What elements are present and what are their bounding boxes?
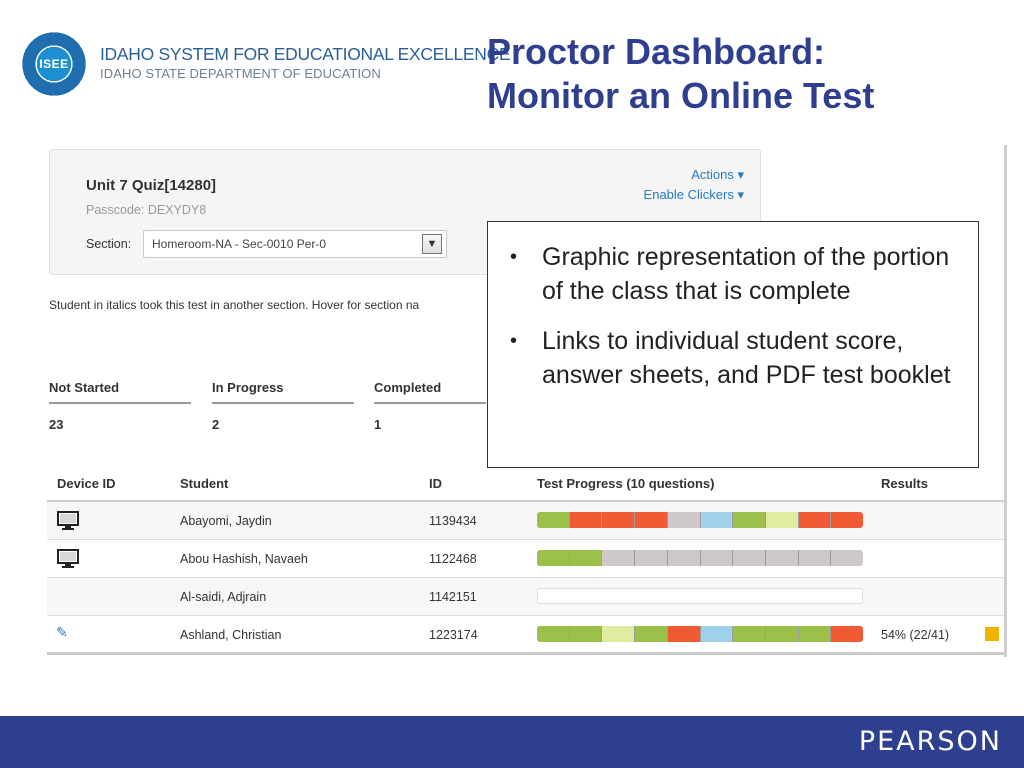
student-name-link[interactable]: Ashland, Christian bbox=[180, 628, 282, 642]
student-name-link[interactable]: Abayomi, Jaydin bbox=[180, 514, 272, 528]
org-subtitle: IDAHO STATE DEPARTMENT OF EDUCATION bbox=[100, 66, 381, 81]
progress-bar[interactable] bbox=[537, 550, 863, 566]
result-status-badge bbox=[985, 627, 999, 641]
slide-title bbox=[487, 30, 1017, 118]
callout-bullet bbox=[504, 240, 964, 308]
student-id: 1223174 bbox=[429, 628, 478, 642]
quiz-name: Unit 7 Quiz[14280] bbox=[86, 177, 217, 194]
callout-bullet bbox=[504, 324, 964, 392]
column-header-student: Student bbox=[180, 476, 229, 491]
question-progress-segment[interactable] bbox=[766, 626, 799, 642]
stat-completed-value[interactable]: 1 bbox=[374, 417, 382, 432]
column-header-progress: Test Progress (10 questions) bbox=[537, 476, 715, 491]
pearson-logo: PEARSON bbox=[858, 726, 1002, 757]
stat-divider bbox=[49, 402, 191, 404]
question-progress-segment[interactable] bbox=[701, 550, 734, 566]
student-name-link[interactable]: Al-saidi, Adjrain bbox=[180, 590, 267, 604]
question-progress-segment[interactable] bbox=[701, 626, 734, 642]
table-row[interactable] bbox=[47, 616, 1007, 654]
computer-icon bbox=[57, 549, 79, 569]
table-row[interactable] bbox=[47, 502, 1007, 540]
question-progress-segment[interactable] bbox=[635, 550, 668, 566]
student-name-link[interactable]: Abou Hashish, Navaeh bbox=[180, 552, 308, 566]
bullet-dot-icon: • bbox=[510, 246, 518, 268]
seal-text: ISEE bbox=[39, 57, 69, 71]
question-progress-segment[interactable] bbox=[701, 512, 734, 528]
stat-in-progress-label: In Progress bbox=[212, 380, 284, 395]
question-progress-segment[interactable] bbox=[602, 550, 635, 566]
question-progress-segment[interactable] bbox=[799, 626, 832, 642]
org-name: IDAHO SYSTEM FOR EDUCATIONAL EXCELLENCE bbox=[100, 44, 511, 64]
question-progress-segment[interactable] bbox=[799, 550, 832, 566]
stat-completed-label: Completed bbox=[374, 380, 442, 395]
footer-bar bbox=[0, 716, 1024, 768]
question-progress-segment[interactable] bbox=[799, 512, 832, 528]
result-score-link[interactable]: 54% (22/41) bbox=[881, 628, 950, 642]
question-progress-segment[interactable] bbox=[668, 512, 701, 528]
question-progress-segment[interactable] bbox=[602, 626, 635, 642]
title-line-1: Proctor Dashboard: bbox=[487, 31, 826, 72]
progress-bar[interactable] bbox=[537, 512, 863, 528]
question-progress-segment[interactable] bbox=[831, 550, 863, 566]
question-progress-segment[interactable] bbox=[537, 512, 570, 528]
column-header-results: Results bbox=[881, 476, 928, 491]
title-line-2: Monitor an Online Test bbox=[487, 75, 875, 116]
passcode: Passcode: DEXYDY8 bbox=[86, 203, 207, 217]
question-progress-segment[interactable] bbox=[602, 512, 635, 528]
stat-in-progress-value[interactable]: 2 bbox=[212, 417, 220, 432]
student-table bbox=[47, 466, 1007, 656]
question-progress-segment[interactable] bbox=[570, 512, 603, 528]
pencil-icon[interactable]: ✎ bbox=[56, 624, 68, 640]
italics-note: Student in italics took this test in another section. Hover for section na bbox=[49, 298, 420, 312]
column-header-device: Device ID bbox=[57, 476, 116, 491]
table-bottom-border bbox=[47, 652, 1007, 655]
computer-icon bbox=[57, 511, 79, 531]
question-progress-segment[interactable] bbox=[635, 512, 668, 528]
question-progress-segment[interactable] bbox=[537, 550, 570, 566]
callout-bullet-text: Links to individual student score, answer sheets, and PDF test booklet bbox=[542, 327, 951, 389]
enable-clickers-link[interactable]: Enable Clickers ▾ bbox=[643, 187, 744, 202]
table-row[interactable] bbox=[47, 540, 1007, 578]
question-progress-segment[interactable] bbox=[668, 626, 701, 642]
question-progress-segment[interactable] bbox=[733, 550, 766, 566]
question-progress-segment[interactable] bbox=[635, 626, 668, 642]
callout-box bbox=[487, 221, 979, 468]
section-select[interactable] bbox=[143, 230, 447, 258]
student-id: 1139434 bbox=[429, 514, 477, 528]
stat-divider bbox=[374, 402, 486, 404]
question-progress-segment[interactable] bbox=[831, 512, 863, 528]
question-progress-segment[interactable] bbox=[831, 626, 863, 642]
progress-bar[interactable] bbox=[537, 588, 863, 604]
section-label: Section: bbox=[86, 237, 132, 251]
question-progress-segment[interactable] bbox=[570, 626, 603, 642]
question-progress-segment[interactable] bbox=[537, 626, 570, 642]
question-progress-segment[interactable] bbox=[668, 550, 701, 566]
student-id: 1122468 bbox=[429, 552, 477, 566]
question-progress-segment[interactable] bbox=[766, 512, 799, 528]
student-id: 1142151 bbox=[429, 590, 477, 604]
table-row[interactable] bbox=[47, 578, 1007, 616]
stat-not-started-label: Not Started bbox=[49, 380, 120, 395]
question-progress-segment[interactable] bbox=[570, 550, 603, 566]
column-header-id: ID bbox=[429, 476, 442, 491]
actions-menu-link[interactable]: Actions ▾ bbox=[691, 167, 744, 182]
stat-divider bbox=[212, 402, 354, 404]
panel-right-edge bbox=[1004, 145, 1007, 657]
isee-logo bbox=[18, 28, 511, 102]
question-progress-segment[interactable] bbox=[733, 512, 766, 528]
progress-bar[interactable] bbox=[537, 626, 863, 642]
question-progress-segment[interactable] bbox=[766, 550, 799, 566]
bullet-dot-icon: • bbox=[510, 330, 518, 352]
question-progress-segment[interactable] bbox=[733, 626, 766, 642]
stat-not-started-value[interactable]: 23 bbox=[49, 417, 64, 432]
section-select-value: Homeroom-NA - Sec-0010 Per-0 bbox=[152, 237, 327, 251]
isee-seal-icon bbox=[22, 32, 86, 96]
callout-bullet-text: Graphic representation of the portion of the class that is complete bbox=[542, 243, 950, 305]
chevron-down-icon[interactable]: ▼ bbox=[422, 234, 442, 254]
